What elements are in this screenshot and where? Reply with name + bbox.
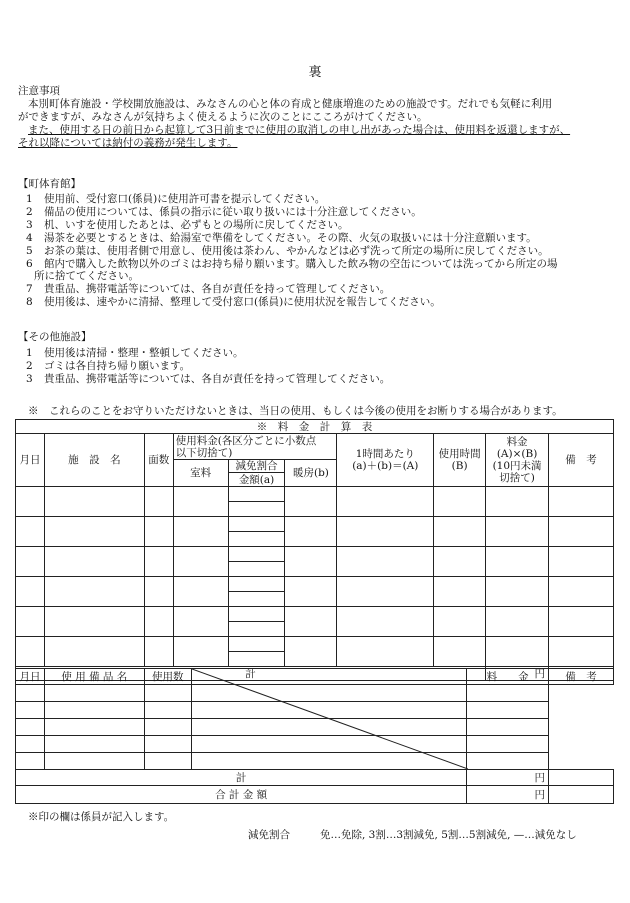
notice-body-line: 本別町体育施設・学校開放施設は、みなさんの心と体の育成と健康増進のための施設です。だれでも気軽に利用 (28, 98, 553, 110)
equip-date-cell[interactable] (16, 753, 45, 770)
rule-number: 7 (26, 283, 33, 296)
col-hourly-line: 1時間あたり (355, 448, 415, 460)
equip-count-cell[interactable] (144, 719, 191, 736)
fee-hours-cell[interactable] (434, 607, 486, 637)
equip-col-notes: 備 考 (549, 669, 614, 685)
fee-discount-cell[interactable] (228, 577, 285, 592)
fee-heating-cell[interactable] (285, 517, 337, 547)
fee-date-cell[interactable] (16, 487, 45, 517)
col-total-line: (10円未満 (492, 460, 542, 472)
fee-total-cell[interactable] (486, 607, 549, 637)
fee-amount-cell[interactable] (228, 502, 285, 517)
legend-text: 免…免除, 3割…3割減免, 5割…5割減免, —…減免なし (320, 829, 577, 841)
fee-hours-cell[interactable] (434, 547, 486, 577)
grand-total-notes[interactable] (549, 786, 614, 804)
fee-area-cell[interactable] (144, 637, 173, 667)
fee-hours-cell[interactable] (434, 517, 486, 547)
rule-number: 1 (26, 347, 33, 359)
equip-name-cell[interactable] (44, 685, 144, 702)
rule-text: お茶の葉は、使用者側で用意し、使用後は茶わん、やかんなどは必ず洗って所定の場所に戻してください。 (44, 244, 549, 257)
col-hourly-line: (a)＋(b)＝(A) (352, 460, 419, 472)
fee-calculation-table (15, 419, 614, 681)
rule-text: 使用後は、速やかに清掃、整理して受付窓口(係員)に使用状況を報告してください。 (44, 296, 441, 309)
staff-note: ※印の欄は係員が記入します。 (28, 811, 175, 823)
equip-count-cell[interactable] (144, 702, 191, 719)
fee-hourly-cell[interactable] (337, 517, 434, 547)
fee-room-cell[interactable] (173, 547, 228, 577)
col-notes: 備 考 (549, 434, 614, 487)
fee-entry-row (16, 577, 614, 592)
col-room: 室料 (173, 460, 228, 487)
rule-text: 備品の使用については、係員の指示に従い取り扱いには十分注意してください。 (44, 205, 422, 218)
fee-room-cell[interactable] (173, 487, 228, 517)
fee-entry-row (16, 547, 614, 562)
fee-hourly-cell[interactable] (337, 607, 434, 637)
rule-text: 貴重品、携帯電話等については、各自が責任を持って管理してください。 (44, 372, 391, 385)
col-total-line: 料金 (506, 436, 528, 448)
equip-notes-cell[interactable] (467, 753, 549, 770)
fee-date-cell[interactable] (16, 547, 45, 577)
fee-discount-cell[interactable] (228, 487, 285, 502)
rule-number: 3 (26, 372, 33, 385)
rule-number: 6 (26, 257, 33, 270)
fee-discount-cell[interactable] (228, 607, 285, 622)
rule-text: 所に捨ててください。 (34, 270, 139, 283)
fee-date-cell[interactable] (16, 637, 45, 667)
col-total-line: (A)×(B) (496, 448, 538, 460)
fee-facility-cell[interactable] (44, 577, 144, 607)
rule-text: ゴミは各自持ち帰り願います。 (44, 359, 191, 372)
col-area: 面数 (144, 434, 173, 487)
rule-number: 2 (26, 205, 33, 218)
rule-text: 使用後は清掃・整理・整頓してください。 (44, 347, 244, 359)
fee-table-caption: ※ 料 金 計 算 表 (16, 420, 614, 434)
fee-notes-cell[interactable] (549, 577, 614, 607)
rule-text: 湯茶を必要とするときは、給湯室で準備をしてください。その際、火気の取扱いには十分注意願います。 (44, 231, 537, 244)
warning-text: ※ これらのことをお守りいただけないときは、当日の使用、もしくは今後の使用をお断りする場合があります。 (28, 405, 563, 417)
fee-notes-cell[interactable] (549, 547, 614, 577)
fee-heating-cell[interactable] (285, 487, 337, 517)
fee-area-cell[interactable] (144, 487, 173, 517)
fee-notes-cell[interactable] (549, 607, 614, 637)
fee-hours-cell[interactable] (434, 637, 486, 667)
rule-text: 館内で購入した飲物以外のゴミはお持ち帰り願います。購入した飲み物の空缶については洗ってから所定の場 (44, 257, 558, 270)
fee-total-cell[interactable] (486, 487, 549, 517)
fee-notes-cell[interactable] (549, 637, 614, 667)
fee-room-cell[interactable] (173, 577, 228, 607)
fee-room-cell[interactable] (173, 517, 228, 547)
fee-amount-cell[interactable] (228, 562, 285, 577)
col-total (486, 434, 549, 487)
fee-notes-cell[interactable] (549, 517, 614, 547)
equip-date-cell[interactable] (16, 736, 45, 753)
equip-notes-cell[interactable] (467, 702, 549, 719)
fee-heating-cell[interactable] (285, 637, 337, 667)
col-hours (434, 434, 486, 487)
fee-room-cell[interactable] (173, 607, 228, 637)
fee-hourly-cell[interactable] (337, 547, 434, 577)
fee-hourly-cell[interactable] (337, 637, 434, 667)
equip-subtotal-yen: 円 (467, 770, 549, 786)
col-fee-group (173, 434, 337, 460)
col-hours-line: (B) (451, 460, 468, 472)
refund-notice-line: それ以降については納付の義務が発生します。 (18, 137, 238, 149)
col-hours-line: 使用時間 (438, 448, 481, 460)
fee-room-cell[interactable] (173, 637, 228, 667)
grand-total-label: 合 計 金 額 (16, 786, 467, 804)
equip-count-cell[interactable] (144, 736, 191, 753)
fee-subtotal-label: 計 (16, 667, 486, 681)
rule-number: 8 (26, 296, 33, 309)
equip-col-count: 使用数 (144, 669, 191, 685)
fee-subtotal-yen: 円 (486, 667, 549, 681)
rule-text: 貴重品、携帯電話等については、各自が責任を持って管理してください。 (44, 283, 391, 296)
rule-number: 5 (26, 244, 33, 257)
fee-total-cell[interactable] (486, 577, 549, 607)
col-amount: 金額(a) (228, 473, 285, 487)
col-facility: 施 設 名 (44, 434, 144, 487)
fee-area-cell[interactable] (144, 607, 173, 637)
col-fee-group-line: 以下切捨て) (175, 446, 233, 459)
equip-col-fee: 料 金 (467, 669, 549, 685)
fee-entry-row (16, 607, 614, 622)
col-heating: 暖房(b) (285, 460, 337, 487)
fee-total-cell[interactable] (486, 547, 549, 577)
fee-facility-cell[interactable] (44, 547, 144, 577)
fee-heating-cell[interactable] (285, 607, 337, 637)
equip-date-cell[interactable] (16, 702, 45, 719)
fee-heating-cell[interactable] (285, 577, 337, 607)
equip-name-cell[interactable] (44, 736, 144, 753)
fee-amount-cell[interactable] (228, 652, 285, 667)
fee-amount-cell[interactable] (228, 622, 285, 637)
equip-notes-cell[interactable] (467, 719, 549, 736)
page-title: 裏 (308, 65, 322, 80)
rule-text: 使用前、受付窓口(係員)に使用許可書を提示してください。 (44, 193, 326, 205)
legend-label: 減免割合 (248, 829, 290, 841)
fee-date-cell[interactable] (16, 577, 45, 607)
equip-count-cell[interactable] (144, 685, 191, 702)
equip-name-cell[interactable] (44, 753, 144, 770)
fee-discount-cell[interactable] (228, 637, 285, 652)
equip-notes-cell[interactable] (467, 736, 549, 753)
col-total-line: 切捨て) (499, 472, 535, 484)
notice-heading: 注意事項 (18, 85, 60, 97)
equip-diagonal-cell (191, 669, 466, 685)
fee-hours-cell[interactable] (434, 487, 486, 517)
rule-number: 4 (26, 231, 33, 244)
rule-text: 机、いすを使用したあとは、必ずもとの場所に戻してください。 (44, 218, 349, 231)
fee-total-cell[interactable] (486, 637, 549, 667)
fee-total-cell[interactable] (486, 517, 549, 547)
fee-facility-cell[interactable] (44, 517, 144, 547)
notice-body-line: ができますが、みなさんが気持ちよく使えるように次のことにこころがけてください。 (18, 111, 428, 123)
equip-name-cell[interactable] (44, 702, 144, 719)
other-facilities-heading: 【その他施設】 (18, 331, 92, 343)
equip-subtotal-label: 計 (16, 770, 467, 786)
rule-number: 3 (26, 218, 33, 231)
equip-date-cell[interactable] (16, 719, 45, 736)
rule-number: 2 (26, 359, 33, 372)
fee-date-cell[interactable] (16, 517, 45, 547)
fee-hours-cell[interactable] (434, 577, 486, 607)
fee-discount-cell[interactable] (228, 517, 285, 532)
col-discount: 減免割合 (228, 460, 285, 473)
fee-discount-cell[interactable] (228, 547, 285, 562)
fee-area-cell[interactable] (144, 547, 173, 577)
fee-facility-cell[interactable] (44, 487, 144, 517)
gym-heading: 【町体育館】 (18, 178, 81, 190)
fee-entry-row (16, 517, 614, 532)
fee-amount-cell[interactable] (228, 532, 285, 547)
fee-entry-row (16, 637, 614, 652)
equip-col-name: 使 用 備 品 名 (44, 669, 144, 685)
grand-total-yen: 円 (467, 786, 549, 804)
col-fee-group-line: 使用料金(各区分ごとに小数点 (175, 434, 317, 447)
rule-number: 1 (26, 193, 33, 205)
equipment-table (15, 668, 614, 804)
fee-hourly-cell[interactable] (337, 577, 434, 607)
equip-notes-cell[interactable] (467, 685, 549, 702)
fee-facility-cell[interactable] (44, 637, 144, 667)
fee-facility-cell[interactable] (44, 607, 144, 637)
fee-area-cell[interactable] (144, 517, 173, 547)
equip-count-cell[interactable] (144, 753, 191, 770)
equip-name-cell[interactable] (44, 719, 144, 736)
fee-hourly-cell[interactable] (337, 487, 434, 517)
fee-area-cell[interactable] (144, 577, 173, 607)
fee-entry-row (16, 487, 614, 502)
refund-notice-line: また、使用する日の前日から起算して3日前までに使用の取消しの申し出があった場合は、使用料を返還しますが、 (28, 124, 571, 136)
fee-date-cell[interactable] (16, 607, 45, 637)
fee-amount-cell[interactable] (228, 592, 285, 607)
equip-date-cell[interactable] (16, 685, 45, 702)
col-date: 月日 (16, 434, 45, 487)
equip-subtotal-notes[interactable] (549, 770, 614, 786)
equip-col-date: 月日 (16, 669, 45, 685)
diagonal-line (192, 669, 468, 769)
fee-heating-cell[interactable] (285, 547, 337, 577)
fee-notes-cell[interactable] (549, 487, 614, 517)
col-hourly (337, 434, 434, 487)
